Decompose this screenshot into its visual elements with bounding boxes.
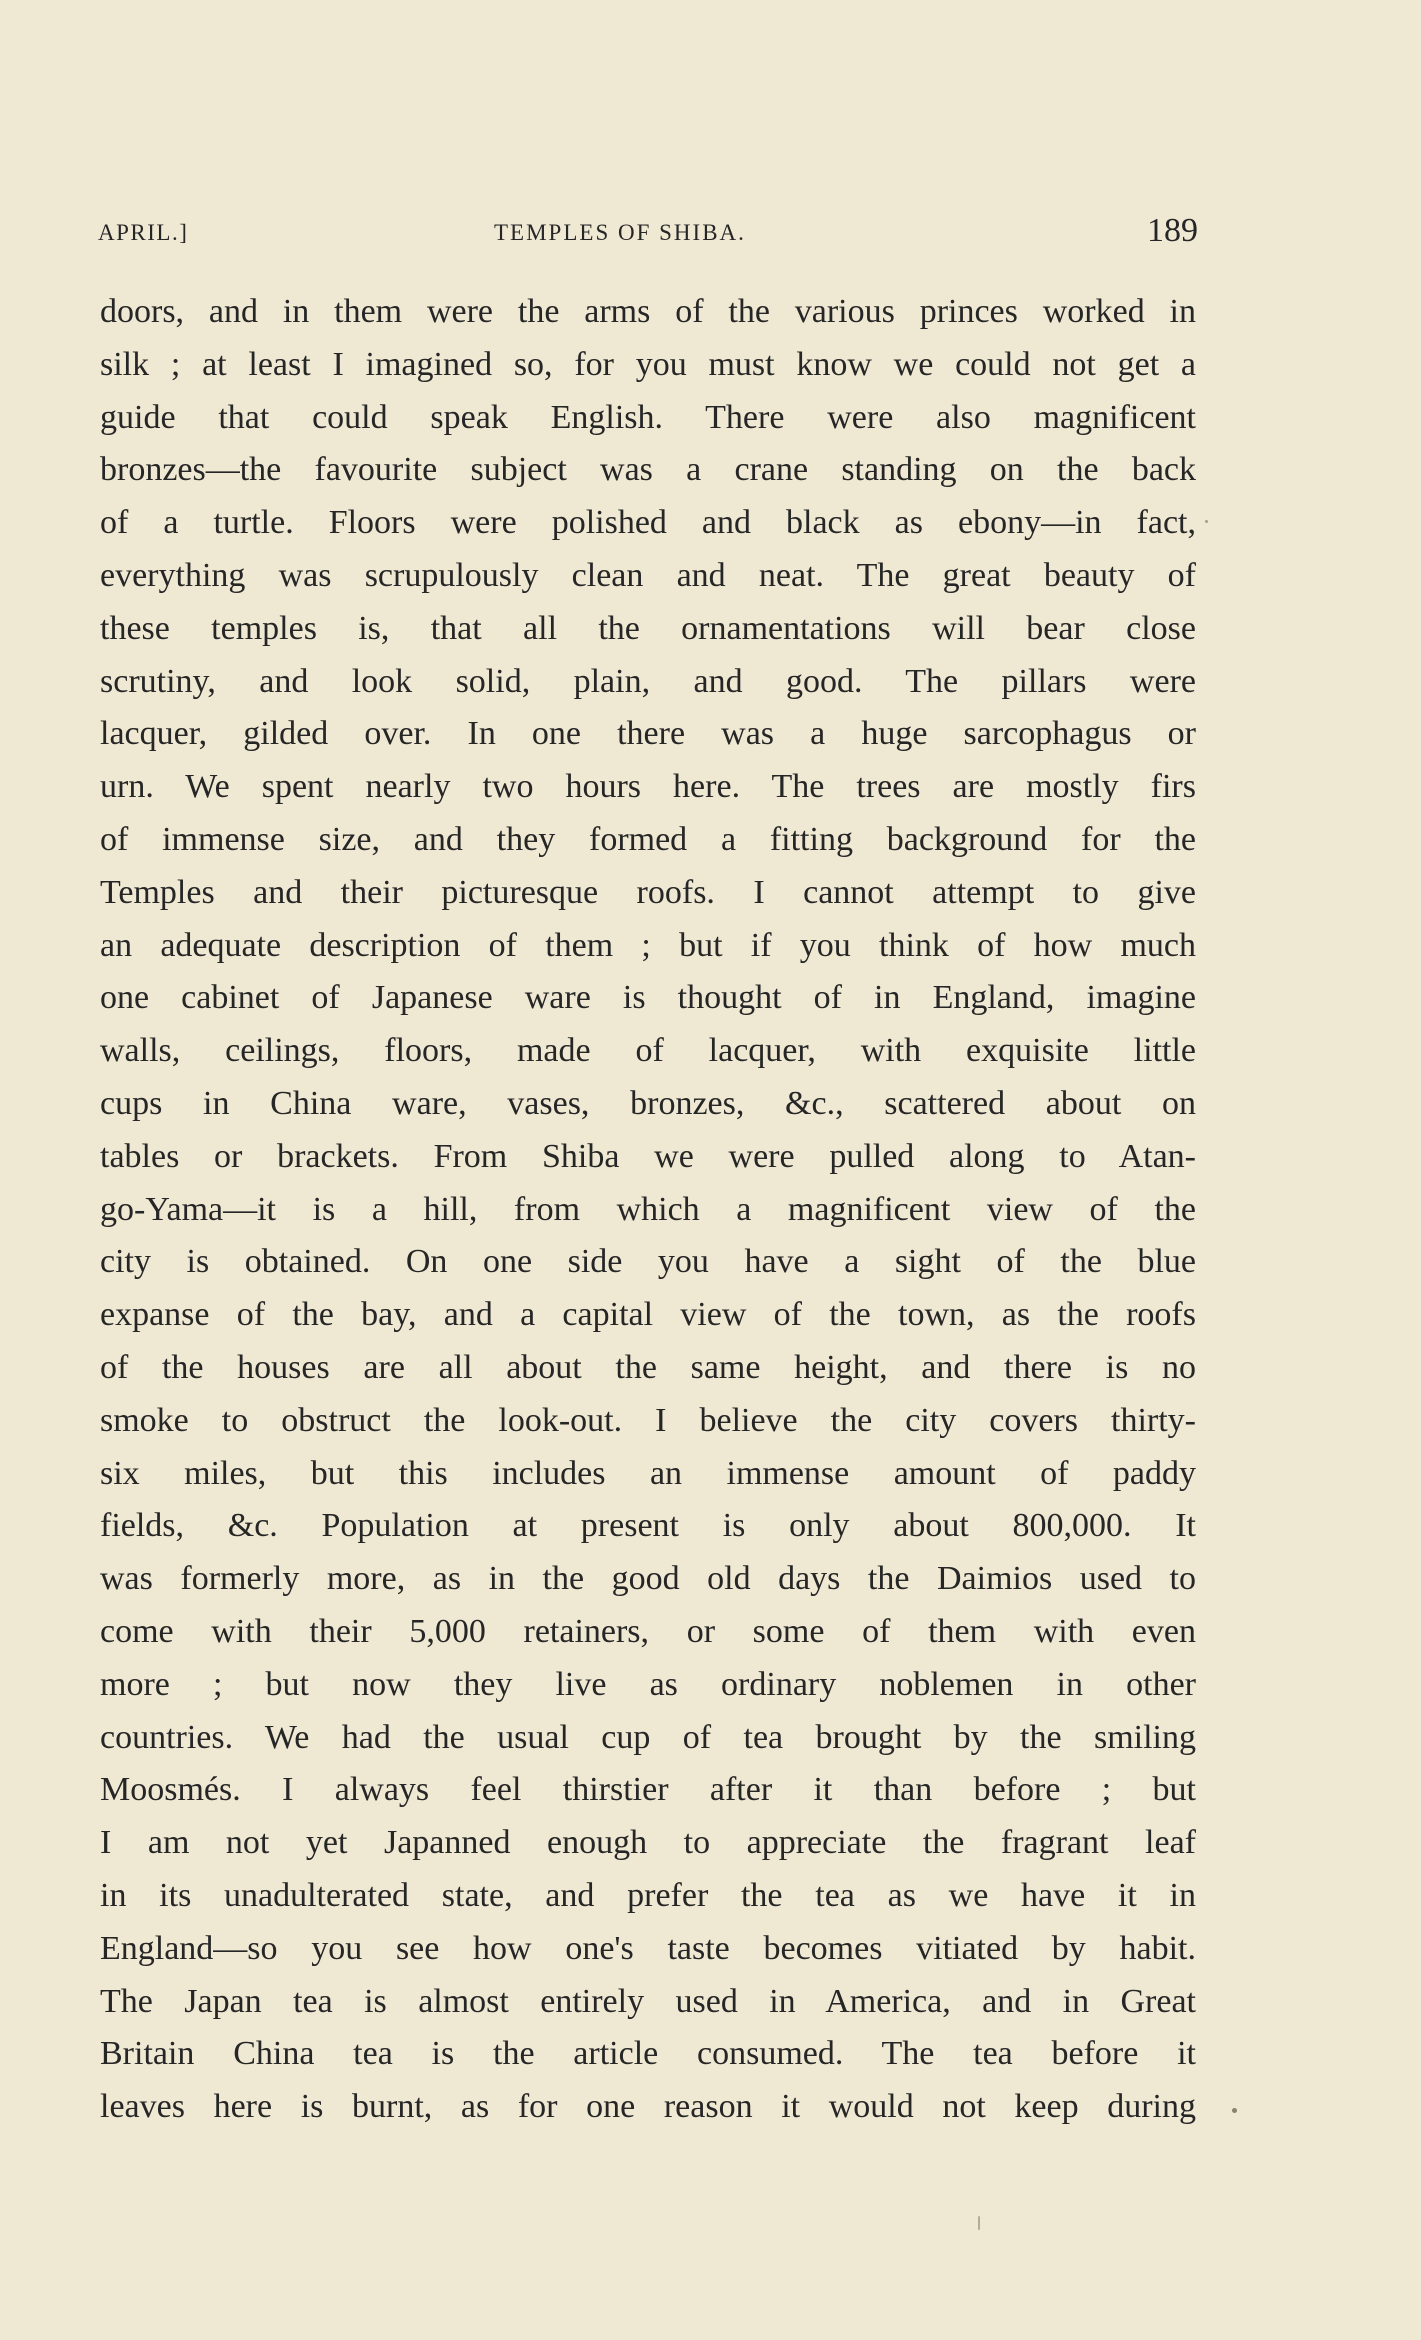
- text-line: these temples is, that all the ornamentations will bear close: [100, 609, 1196, 647]
- text-line: guide that could speak English. There were also magnificent: [100, 398, 1196, 436]
- text-line: countries. We had the usual cup of tea brought by the smiling: [100, 1718, 1196, 1756]
- text-line: more ; but now they live as ordinary noblemen in other: [100, 1665, 1196, 1703]
- text-line: cups in China ware, vases, bronzes, &c., scattered about on: [100, 1084, 1196, 1122]
- running-head: [98, 212, 1198, 252]
- text-line: in its unadulterated state, and prefer the tea as we have it in: [100, 1876, 1196, 1914]
- text-line: leaves here is burnt, as for one reason it would not keep during: [100, 2088, 1196, 2126]
- text-line: I am not yet Japanned enough to appreciate the fragrant leaf: [100, 1824, 1196, 1862]
- text-line: expanse of the bay, and a capital view of the town, as the roofs: [100, 1296, 1196, 1334]
- text-line: Moosmés. I always feel thirstier after it than before ; but: [100, 1771, 1196, 1809]
- text-line: was formerly more, as in the good old days the Daimios used to: [100, 1560, 1196, 1598]
- text-line: fields, &c. Population at present is only about 800,000. It: [100, 1507, 1196, 1545]
- print-speck: [1205, 520, 1208, 523]
- text-line: everything was scrupulously clean and neat. The great beauty of: [100, 556, 1196, 594]
- text-line: of the houses are all about the same height, and there is no: [100, 1348, 1196, 1386]
- text-line: one cabinet of Japanese ware is thought of in England, imagine: [100, 979, 1196, 1017]
- running-head-month: APRIL.]: [98, 220, 189, 245]
- text-line: silk ; at least I imagined so, for you must know we could not get a: [100, 345, 1196, 383]
- text-line: The Japan tea is almost entirely used in America, and in Great: [100, 1982, 1196, 2020]
- text-line: walls, ceilings, floors, made of lacquer, with exquisite little: [100, 1032, 1196, 1070]
- page-number: 189: [1147, 212, 1198, 249]
- text-line: six miles, but this includes an immense amount of paddy: [100, 1454, 1196, 1492]
- text-line: smoke to obstruct the look-out. I believe the city covers thirty-: [100, 1401, 1196, 1439]
- running-head-title: TEMPLES OF SHIBA.: [494, 220, 746, 245]
- print-speck: [1232, 2108, 1237, 2113]
- text-line: lacquer, gilded over. In one there was a huge sarcophagus or: [100, 715, 1196, 753]
- text-line: go-Yama—it is a hill, from which a magnificent view of the: [100, 1190, 1196, 1228]
- text-line: England—so you see how one's taste becomes vitiated by habit.: [100, 1929, 1196, 1967]
- text-line: come with their 5,000 retainers, or some of them with even: [100, 1612, 1196, 1650]
- body-text: [100, 286, 1196, 2134]
- text-line: tables or brackets. From Shiba we were pulled along to Atan-: [100, 1137, 1196, 1175]
- text-line: scrutiny, and look solid, plain, and good. The pillars were: [100, 662, 1196, 700]
- print-speck: [978, 2216, 980, 2230]
- text-line: urn. We spent nearly two hours here. The trees are mostly firs: [100, 768, 1196, 806]
- text-line: bronzes—the favourite subject was a crane standing on the back: [100, 451, 1196, 489]
- text-line: city is obtained. On one side you have a sight of the blue: [100, 1243, 1196, 1281]
- text-line: Britain China tea is the article consumed. The tea before it: [100, 2035, 1196, 2073]
- text-line: doors, and in them were the arms of the various princes worked in: [100, 293, 1196, 330]
- text-line: of a turtle. Floors were polished and black as ebony—in fact,: [100, 504, 1196, 542]
- text-line: an adequate description of them ; but if you think of how much: [100, 926, 1196, 964]
- text-line: of immense size, and they formed a fitting background for the: [100, 820, 1196, 858]
- text-line: Temples and their picturesque roofs. I cannot attempt to give: [100, 873, 1196, 911]
